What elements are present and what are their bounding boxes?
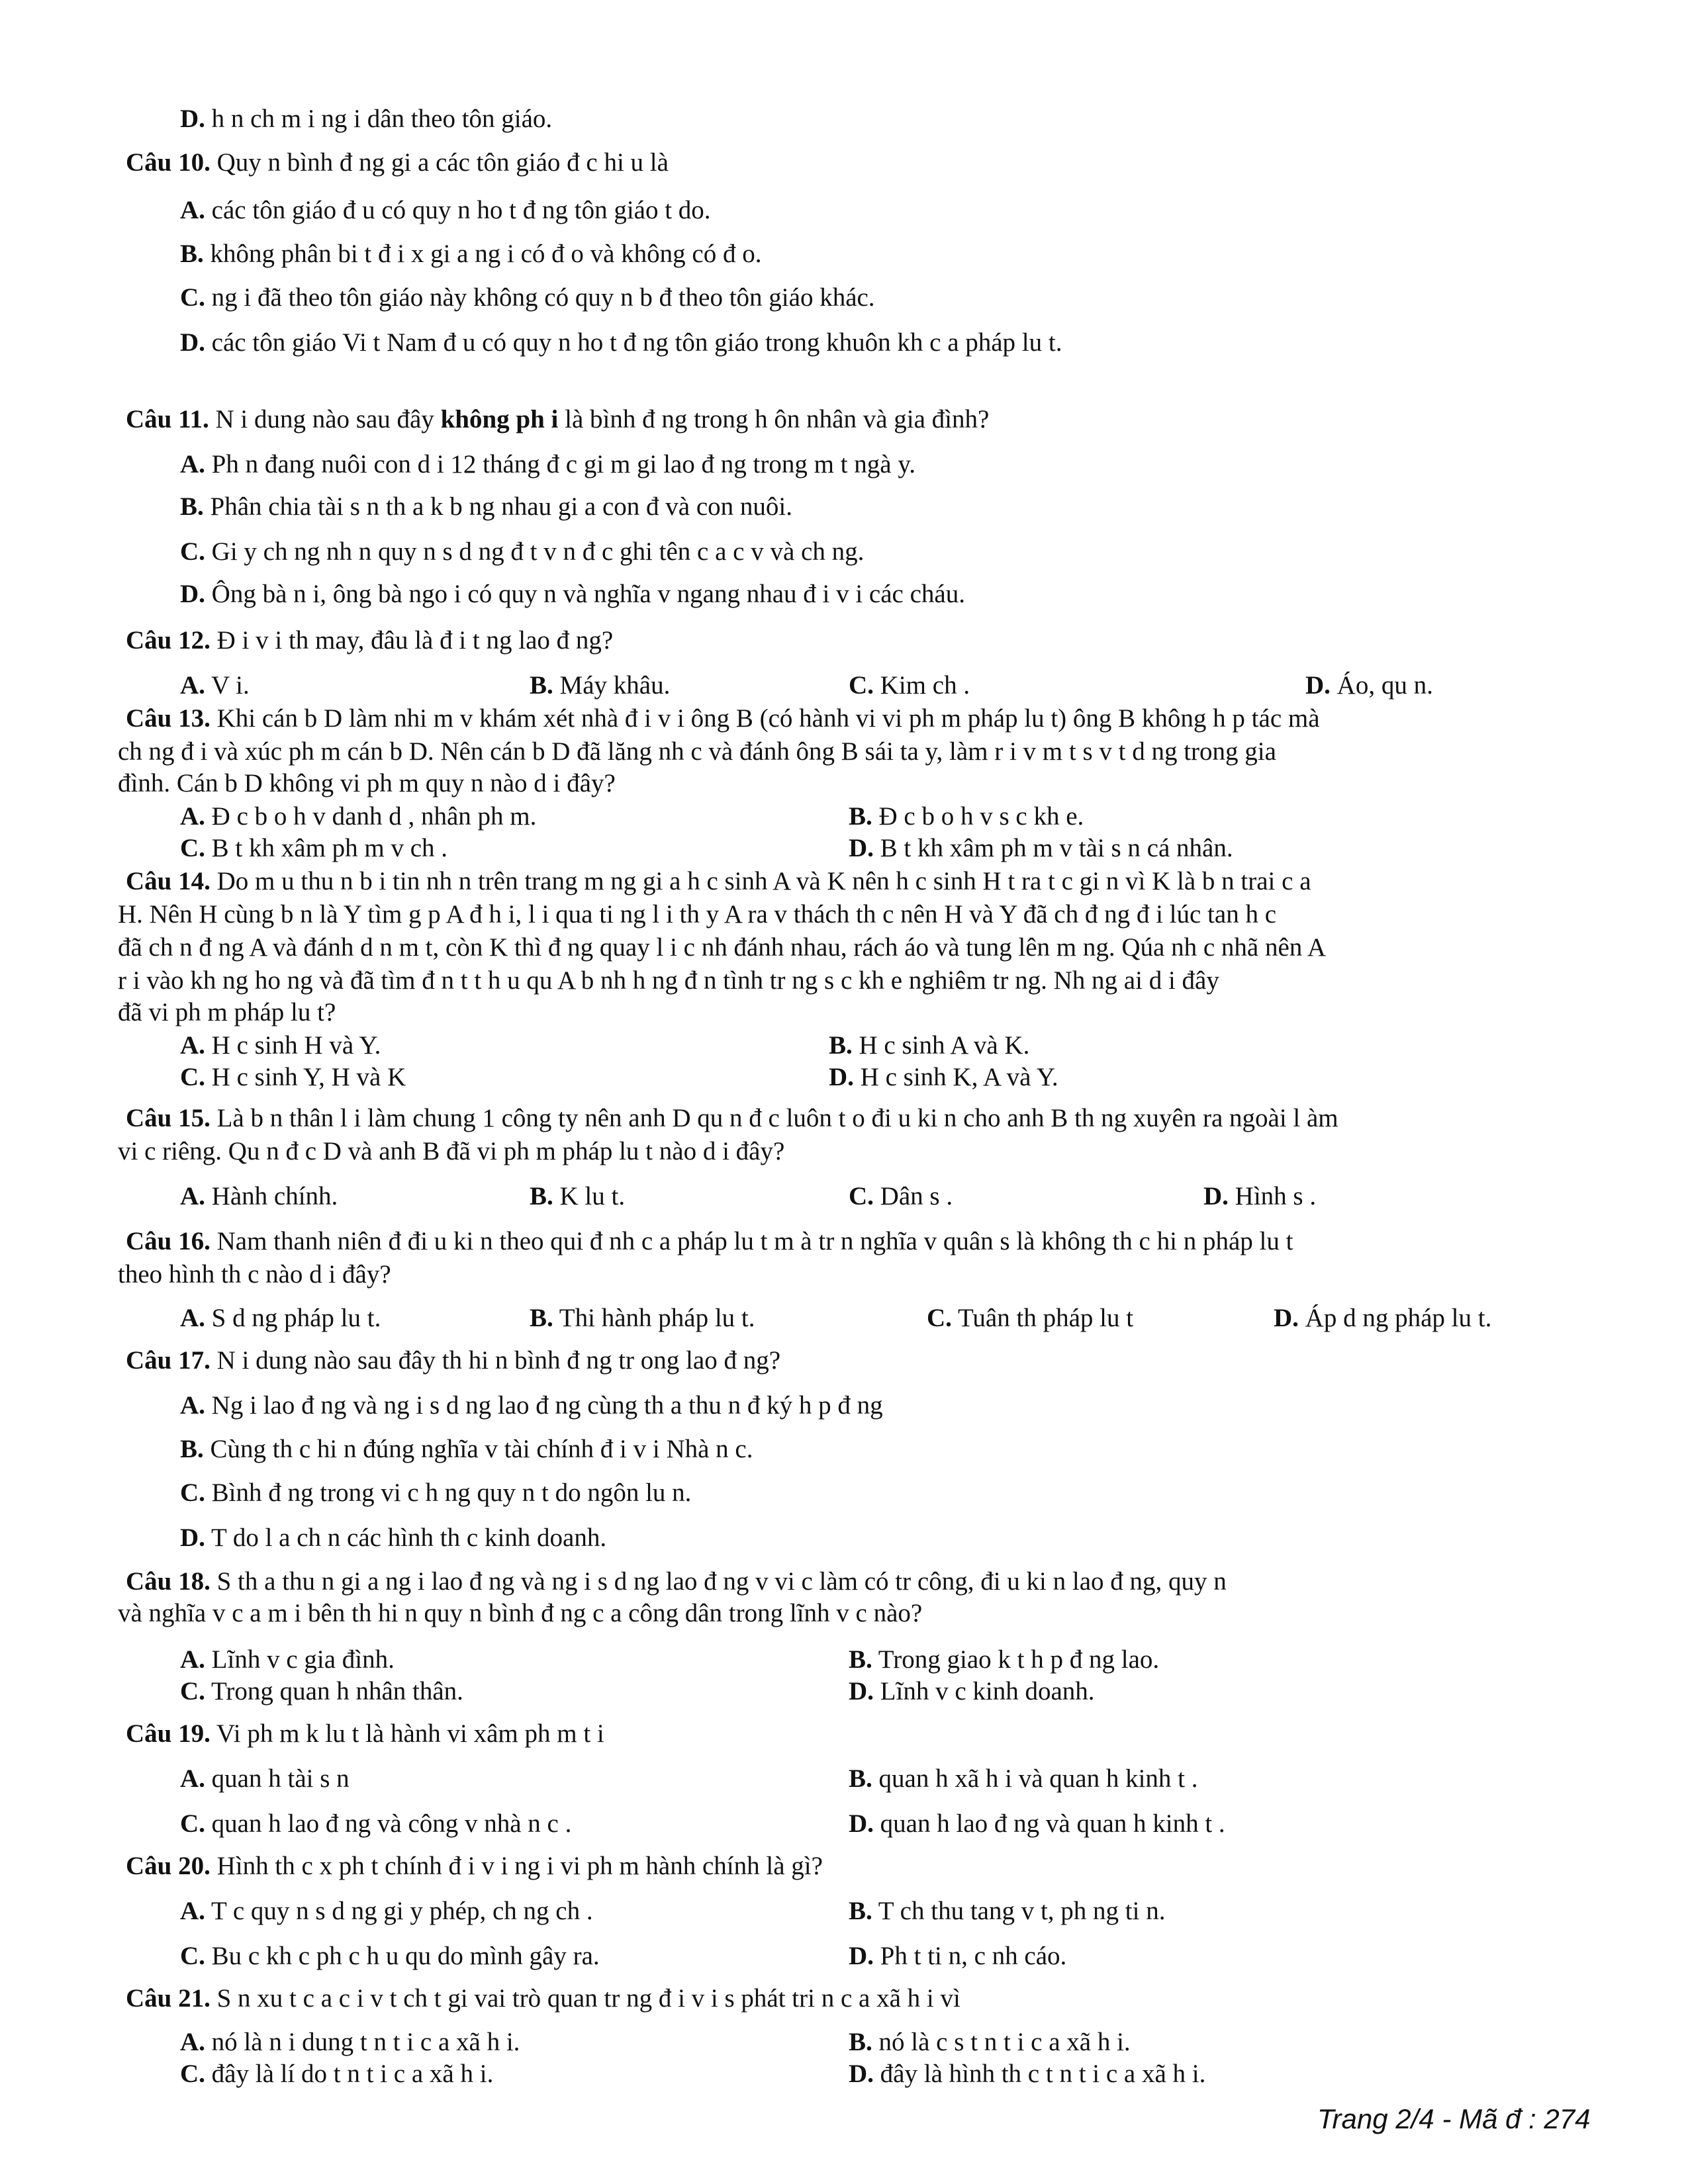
question-19-option-a: A. quan h tài s n [180, 1764, 350, 1793]
question-14-line-3: đã ch n đ ng A và đánh d n m t, còn K thì đ ng quay l i c nh đánh nhau, rách áo và tung lên m ng. Qúa nh c nhã nên A [118, 933, 1327, 962]
question-19: Câu 19. Vi ph m k lu t là hành vi xâm ph m t i [126, 1719, 604, 1748]
question-10: Câu 10. Quy n bình đ ng gi a các tôn giáo đ c hi u là [126, 148, 669, 177]
question-17-option-d: D. T do l a ch n các hình th c kinh doanh. [180, 1524, 607, 1552]
question-13-line-3: đình. Cán b D không vi ph m quy n nào d i đây? [118, 769, 616, 797]
question-12: Câu 12. Đ i v i th may, đâu là đ i t ng lao đ ng? [126, 626, 614, 655]
question-11-option-b: B. Phân chia tài s n th a k b ng nhau gi a con đ và con nuôi. [180, 492, 792, 521]
question-15: Câu 15. Là b n thân l i làm chung 1 công ty nên anh D qu n đ c luôn t o đi u ki n cho anh B th ng xuyên ra ngoài l àm [126, 1104, 1338, 1132]
question-11-option-c: C. Gi y ch ng nh n quy n s d ng đ t v n đ c ghi tên c a c v và ch ng. [180, 537, 865, 566]
question-14-option-a: A. H c sinh H và Y. [180, 1031, 381, 1060]
question-13-line-2: ch ng đ i và xúc ph m cán b D. Nên cán b D đã lăng nh c và đánh ông B sái ta y, làm r i v m t s v t d ng trong gia [118, 737, 1276, 766]
question-18: Câu 18. S th a thu n gi a ng i lao đ ng và ng i s d ng lao đ ng v vi c làm có tr công, đi u ki n lao đ ng, quy n [126, 1567, 1227, 1596]
question-11-option-a: A. Ph n đang nuôi con d i 12 tháng đ c gi m gi lao đ ng trong m t ngà y. [180, 450, 916, 478]
question-14-option-b: B. H c sinh A và K. [829, 1031, 1030, 1060]
question-14: Câu 14. Do m u thu n b i tin nh n trên trang m ng gi a h c sinh A và K nên h c sinh H t ra t c gi n vì K là b n trai c a [126, 867, 1311, 895]
question-14-option-d: D. H c sinh K, A và Y. [829, 1063, 1058, 1091]
question-16: Câu 16. Nam thanh niên đ đi u ki n theo qui đ nh c a pháp lu t m à tr n nghĩa v quân s là không th c hi n pháp lu t [126, 1227, 1293, 1255]
question-21-option-d: D. đây là hình th c t n t i c a xã h i. [849, 2060, 1206, 2088]
question-20-option-a: A. T c quy n s d ng gi y phép, ch ng ch . [180, 1897, 593, 1925]
question-15-option-c: C. Dân s . [849, 1182, 953, 1210]
question-13-option-b: B. Đ c b o h v s c kh e. [849, 802, 1084, 831]
question-14-line-2: H. Nên H cùng b n là Y tìm g p A đ h i, l i qua ti ng l i th y A ra v thách th c nên H và Y đã ch đ ng đ i lúc tan h c [118, 900, 1277, 929]
question-10-option-c: C. ng i đã theo tôn giáo này không có quy n b đ theo tôn giáo khác. [180, 283, 875, 312]
question-19-option-b: B. quan h xã h i và quan h kinh t . [849, 1764, 1198, 1793]
question-17-option-a: A. Ng i lao đ ng và ng i s d ng lao đ ng cùng th a thu n đ ký h p đ ng [180, 1391, 883, 1420]
question-16-option-a: A. S d ng pháp lu t. [180, 1304, 381, 1332]
question-13-option-a: A. Đ c b o h v danh d , nhân ph m. [180, 802, 537, 831]
question-12-option-c: C. Kim ch . [849, 671, 970, 700]
question-12-option-d: D. Áo, qu n. [1305, 671, 1433, 700]
option-d: D. h n ch m i ng i dân theo tôn giáo. [180, 105, 553, 133]
question-21-option-b: B. nó là c s t n t i c a xã h i. [849, 2028, 1131, 2056]
question-15-line-2: vi c riêng. Qu n đ c D và anh B đã vi ph m pháp lu t nào d i đây? [118, 1137, 785, 1165]
question-13-option-d: D. B t kh xâm ph m v tài s n cá nhân. [849, 834, 1233, 862]
question-18-option-c: C. Trong quan h nhân thân. [180, 1677, 463, 1706]
question-15-option-a: A. Hành chính. [180, 1182, 338, 1210]
question-10-option-d: D. các tôn giáo Vi t Nam đ u có quy n ho t đ ng tôn giáo trong khuôn kh c a pháp lu t. [180, 328, 1062, 357]
question-13-option-c: C. B t kh xâm ph m v ch . [180, 834, 448, 862]
question-20-option-d: D. Ph t ti n, c nh cáo. [849, 1942, 1067, 1970]
question-20-option-c: C. Bu c kh c ph c h u qu do mình gây ra. [180, 1942, 600, 1970]
question-16-option-c: C. Tuân th pháp lu t [927, 1304, 1134, 1332]
question-16-option-b: B. Thi hành pháp lu t. [530, 1304, 755, 1332]
question-15-option-b: B. K lu t. [530, 1182, 626, 1210]
question-10-option-a: A. các tôn giáo đ u có quy n ho t đ ng tôn giáo t do. [180, 196, 711, 224]
question-16-line-2: theo hình th c nào d i đây? [118, 1260, 391, 1289]
question-17: Câu 17. N i dung nào sau đây th hi n bình đ ng tr ong lao đ ng? [126, 1346, 781, 1375]
question-14-option-c: C. H c sinh Y, H và K [180, 1063, 406, 1091]
question-11: Câu 11. N i dung nào sau đây không ph i là bình đ ng trong h ôn nhân và gia đình? [126, 405, 990, 433]
question-19-option-d: D. quan h lao đ ng và quan h kinh t . [849, 1809, 1225, 1838]
question-21: Câu 21. S n xu t c a c i v t ch t gi vai trò quan tr ng đ i v i s phát tri n c a xã h i vì [126, 1984, 961, 2013]
question-12-option-a: A. V i. [180, 671, 250, 700]
question-14-line-5: đã vi ph m pháp lu t? [118, 998, 336, 1026]
question-12-option-b: B. Máy khâu. [530, 671, 671, 700]
question-15-option-d: D. Hình s . [1203, 1182, 1317, 1210]
question-18-line-2: và nghĩa v c a m i bên th hi n quy n bình đ ng c a công dân trong lĩnh v c nào? [118, 1599, 923, 1627]
question-20-option-b: B. T ch thu tang v t, ph ng ti n. [849, 1897, 1166, 1925]
question-10-option-b: B. không phân bi t đ i x gi a ng i có đ o và không có đ o. [180, 240, 762, 268]
question-18-option-b: B. Trong giao k t h p đ ng lao. [849, 1645, 1160, 1674]
question-17-option-b: B. Cùng th c hi n đúng nghĩa v tài chính đ i v i Nhà n c. [180, 1435, 753, 1463]
question-19-option-c: C. quan h lao đ ng và công v nhà n c . [180, 1809, 572, 1838]
question-11-option-d: D. Ông bà n i, ông bà ngo i có quy n và nghĩa v ngang nhau đ i v i các cháu. [180, 580, 965, 608]
question-21-option-c: C. đây là lí do t n t i c a xã h i. [180, 2060, 494, 2088]
question-18-option-a: A. Lĩnh v c gia đình. [180, 1645, 395, 1674]
page-footer: Trang 2/4 - Mã đ : 274 [1317, 2103, 1591, 2134]
question-21-option-a: A. nó là n i dung t n t i c a xã h i. [180, 2028, 520, 2056]
question-14-line-4: r i vào kh ng ho ng và đã tìm đ n t t h u qu A b nh h ng đ n tình tr ng s c kh e nghiêm tr ng. Nh ng ai d i đây [118, 966, 1219, 995]
question-17-option-c: C. Bình đ ng trong vi c h ng quy n t do ngôn lu n. [180, 1479, 692, 1507]
question-13: Câu 13. Khi cán b D làm nhi m v khám xét nhà đ i v i ông B (có hành vi vi ph m pháp lu t) ông B không h p tác mà [126, 704, 1320, 733]
question-16-option-d: D. Áp d ng pháp lu t. [1274, 1304, 1492, 1332]
question-18-option-d: D. Lĩnh v c kinh doanh. [849, 1677, 1095, 1706]
question-20: Câu 20. Hình th c x ph t chính đ i v i ng i vi ph m hành chính là gì? [126, 1852, 823, 1880]
